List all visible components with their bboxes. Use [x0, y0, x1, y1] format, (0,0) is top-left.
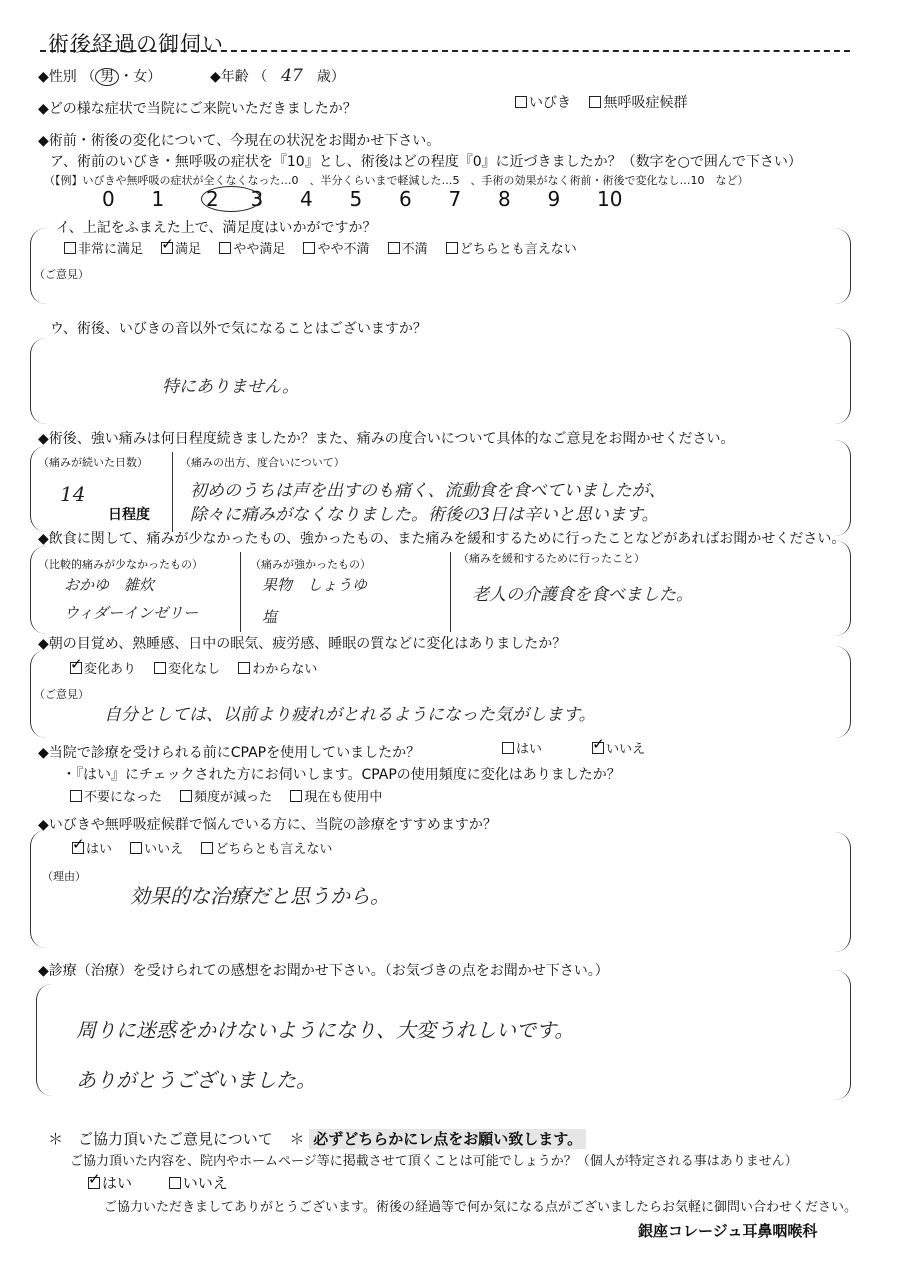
thanks-message: ご協力いただきましてありがとうございます。術後の経過等で何か気になる点がございましたらお気軽に御問い合わせください。: [104, 1200, 857, 1215]
question-u: ウ、術後、いびきの音以外で気になることはございますか？: [50, 321, 427, 337]
morning-changed[interactable]: ✓変化あり: [70, 662, 136, 677]
food-relief-line-1[interactable]: 老人の介護食を食べました。: [472, 585, 693, 605]
food-less-line-2[interactable]: ウィダーインゼリー: [64, 604, 199, 622]
consent-star: ＊: [289, 1130, 305, 1148]
morning-unchanged[interactable]: 変化なし: [154, 662, 220, 677]
question-a-example: （【例】いびきや無呼吸の症状が全くなくなった…0 、半分くらいまで軽減した…5 、手術の効果がなく術前・術後で変化なし…10 など）: [44, 174, 749, 187]
scale-2[interactable]: 2: [201, 186, 251, 212]
morning-box-right: [830, 646, 851, 738]
cpap-question: ◆当院で診療を受けられる前にCPAPを使用していましたか？: [38, 745, 421, 761]
title-divider: [40, 50, 850, 52]
satisfaction-dissatisfied[interactable]: 不満: [388, 242, 428, 257]
question-a: ア、術前のいびき・無呼吸の症状を『10』とし、術後はどの程度『0』に近づきましたか？（数字を○で囲んで下さい）: [50, 154, 802, 170]
pain-box-right: [830, 440, 851, 536]
food-less-label: （比較的痛みが少なかったもの）: [38, 558, 203, 571]
recommend-yes[interactable]: ✓はい: [72, 842, 112, 857]
symptom-option-apnea[interactable]: 無呼吸症候群: [589, 95, 687, 111]
morning-unknown[interactable]: わからない: [238, 662, 317, 677]
cpap-not-needed[interactable]: 不要になった: [70, 790, 162, 805]
morning-opinion-label: （ご意見）: [34, 688, 89, 701]
symptom-question: ◆どの様な症状で当院にご来院いただきましたか？: [38, 101, 357, 117]
cpap-options: [502, 738, 659, 757]
pain-detail-line-1[interactable]: 初めのうちは声を出すのも痛く、流動食を食べていましたが、: [190, 481, 666, 501]
impression-line-2[interactable]: ありがとうございました。: [76, 1068, 316, 1092]
satisfaction-options: [64, 238, 591, 257]
sex-male-option[interactable]: 男: [95, 68, 119, 86]
age-unit: 歳: [316, 69, 331, 85]
cpap-yes[interactable]: はい: [502, 742, 542, 757]
age-value[interactable]: 47: [281, 66, 303, 86]
satisfaction-very-satisfied[interactable]: 非常に満足: [64, 242, 143, 257]
scale-8[interactable]: 8: [498, 187, 511, 211]
age-row: ◆年齢 （ 47 歳）: [210, 66, 345, 86]
food-strong-line-2[interactable]: 塩: [262, 608, 278, 626]
satisfaction-somewhat-dissatisfied[interactable]: やや不満: [303, 242, 369, 257]
symptom-option-snoring[interactable]: いびき: [515, 95, 571, 111]
cpap-sub-options: [70, 786, 396, 805]
reason-box-left: [30, 830, 51, 948]
pain-detail-line-2[interactable]: 除々に痛みがなくなりました。術後の3日は辛いと思います。: [190, 505, 659, 525]
food-divider-1: [240, 552, 241, 632]
scale-3[interactable]: 3: [250, 187, 264, 211]
sex-label: ◆性別: [38, 69, 77, 85]
impression-question: ◆診療（治療）を受けられての感想をお聞かせ下さい。（お気づきの点をお聞かせ下さい。）: [38, 963, 609, 979]
pain-days-value[interactable]: 14: [60, 482, 86, 506]
food-relief-label: （痛みを緩和するために行ったこと）: [458, 552, 645, 565]
question-u-box-left: [30, 338, 51, 424]
food-question: ◆飲食に関して、痛みが少なかったもの、強かったもの、また痛みを緩和するために行ったことなどがあればお聞かせください。: [38, 531, 846, 547]
sex-female-option[interactable]: 女: [133, 69, 148, 85]
scale-9[interactable]: 9: [547, 187, 561, 211]
question-u-box-right: [830, 328, 851, 424]
pain-divider: [172, 452, 173, 532]
question-i: イ、上記をふまえた上で、満足度はいかがですか？: [56, 220, 377, 236]
checkbox-icon[interactable]: [515, 96, 527, 108]
scale-7[interactable]: 7: [448, 187, 462, 211]
scale-5[interactable]: 5: [349, 187, 363, 211]
symptom-scale: [102, 186, 647, 212]
pain-detail-label: （痛みの出方、度合いについて）: [180, 456, 345, 469]
page-title: 術後経過の御伺い: [48, 32, 224, 56]
pain-question: ◆術後、強い痛みは何日程度続きましたか？また、痛みの度合いについて具体的なご意見をお聞かせください。: [38, 431, 735, 447]
consent-options: [88, 1172, 242, 1193]
sex-row: ◆性別 （ 男 ・女）: [38, 69, 162, 85]
pain-days-label: （痛みが続いた日数）: [38, 456, 148, 469]
cpap-sub-question: ・『はい』にチェックされた方にお伺いします。CPAPの使用頻度に変化はありましたか？: [62, 767, 621, 783]
reason-box-right: [830, 832, 851, 952]
consent-heading-text: ＊ ご協力頂いたご意見について: [48, 1130, 273, 1148]
food-strong-label: （痛みが強かったもの）: [250, 558, 371, 571]
symptom-options: [515, 92, 701, 112]
cpap-no[interactable]: ✓ いいえ: [592, 742, 645, 757]
sex-separator: ・: [119, 69, 134, 85]
change-question: ◆術前・術後の変化について、今現在の状況をお聞かせ下さい。: [38, 133, 441, 149]
scale-0[interactable]: 0: [102, 187, 115, 211]
opinion-label: （ご意見）: [34, 268, 89, 281]
scale-6[interactable]: 6: [399, 187, 412, 211]
consent-no[interactable]: いいえ: [169, 1174, 228, 1192]
scale-1[interactable]: 1: [151, 187, 165, 211]
consent-yes[interactable]: ✓はい: [88, 1174, 132, 1192]
question-u-answer[interactable]: 特にありません。: [162, 377, 300, 397]
morning-answer[interactable]: 自分としては、以前より疲れがとれるようになった気がします。: [104, 705, 596, 725]
scale-10[interactable]: 10: [597, 187, 623, 211]
food-divider-2: [450, 552, 451, 632]
satisfaction-somewhat-satisfied[interactable]: やや満足: [219, 242, 285, 257]
age-label: ◆年齢: [210, 69, 249, 85]
satisfaction-satisfied[interactable]: ✓ 満足: [161, 242, 201, 257]
opinion-box-right: [830, 228, 851, 304]
consent-highlight: 必ずどちらかにレ点をお願い致します。: [309, 1129, 586, 1149]
recommend-no[interactable]: いいえ: [130, 842, 183, 857]
food-box-right: [830, 540, 851, 636]
scale-4[interactable]: 4: [300, 187, 313, 211]
impression-line-1[interactable]: 周りに迷惑をかけないようになり、大変うれしいです。: [76, 1018, 575, 1042]
pain-days-unit: 日程度: [108, 507, 150, 523]
impression-box-right: [830, 970, 851, 1100]
food-less-line-1[interactable]: おかゆ 雑炊: [64, 576, 155, 594]
recommend-question: ◆いびきや無呼吸症候群で悩んでいる方に、当院の診療をすすめますか？: [38, 817, 497, 833]
cpap-less-frequent[interactable]: 頻度が減った: [180, 790, 272, 805]
impression-box-left: [36, 984, 57, 1096]
recommend-neutral[interactable]: どちらとも言えない: [201, 842, 332, 857]
checkbox-icon[interactable]: [589, 96, 601, 108]
morning-question: ◆朝の目覚め、熟睡感、日中の眠気、疲労感、睡眠の質などに変化はありましたか？: [38, 636, 567, 652]
satisfaction-neutral[interactable]: どちらとも言えない: [446, 242, 577, 257]
cpap-still-using[interactable]: 現在も使用中: [290, 790, 382, 805]
consent-heading: [48, 1128, 586, 1149]
recommend-options: [72, 838, 346, 857]
reason-answer[interactable]: 効果的な治療だと思うから。: [130, 884, 390, 908]
reason-label: （理由）: [42, 870, 86, 883]
clinic-name: 銀座コレージュ耳鼻咽喉科: [638, 1222, 818, 1240]
morning-options: [70, 658, 331, 677]
consent-question: ご協力頂いた内容を、院内やホームページ等に掲載させて頂くことは可能でしょうか？（個人が特定される事はありません）: [70, 1154, 798, 1169]
food-strong-line-1[interactable]: 果物 しょうゆ: [262, 576, 368, 594]
